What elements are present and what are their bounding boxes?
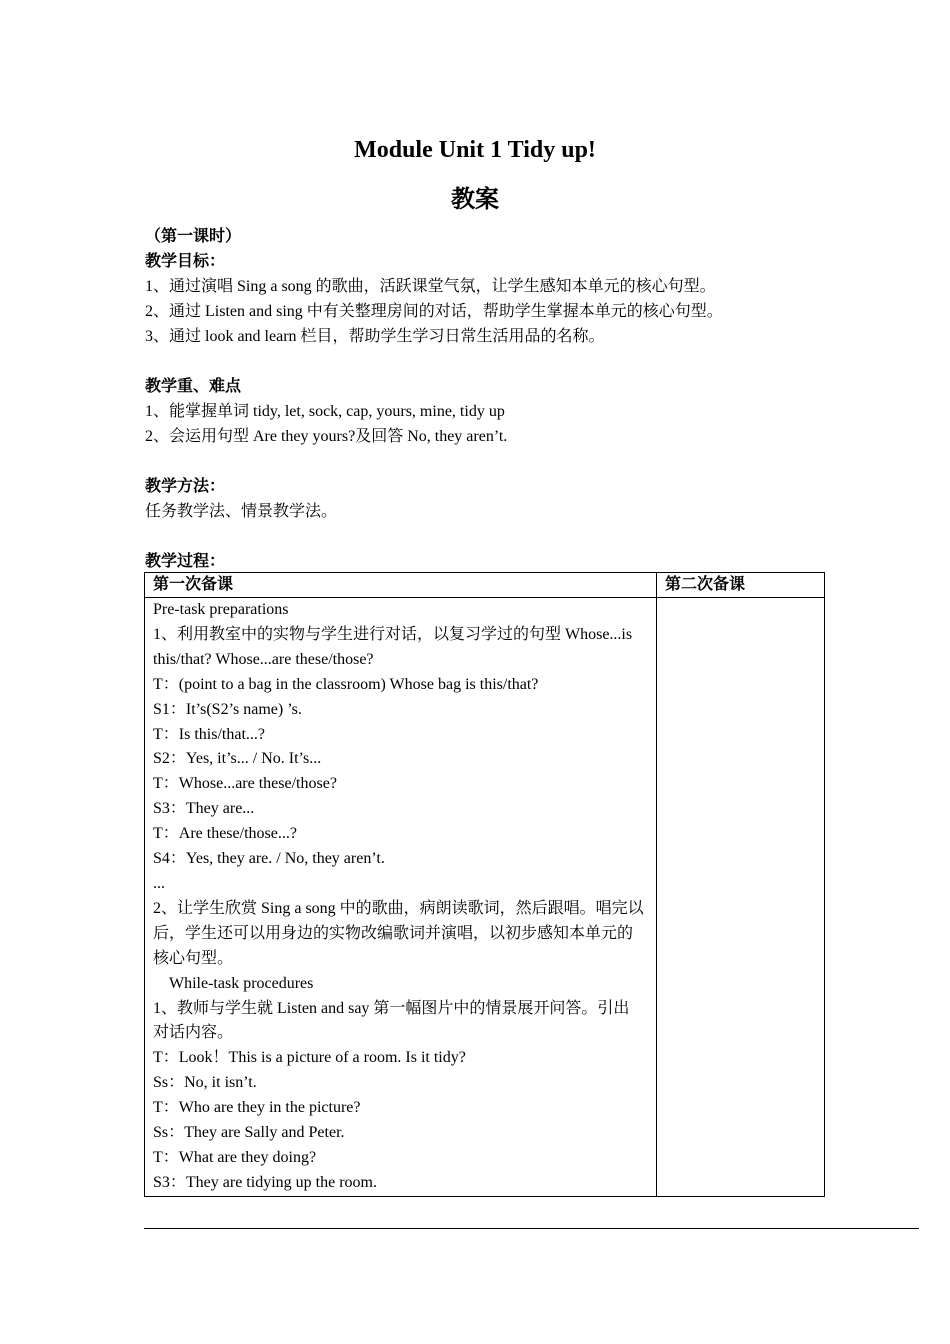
process-line: 对话内容。 — [153, 1024, 234, 1042]
first-preparation-header: 第一次备课 — [145, 573, 657, 598]
process-line: 后，学生还可以用身边的实物改编歌词并演唱，以初步感知本单元的 — [153, 924, 634, 942]
process-line: T：Look！This is a picture of a room. Is it tidy? — [153, 1049, 466, 1067]
process-line: Ss：They are Sally and Peter. — [153, 1124, 345, 1142]
process-line: 核心句型。 — [153, 949, 234, 967]
process-table — [144, 572, 825, 1197]
process-line: T：What are they doing? — [153, 1148, 317, 1166]
process-line: S3：They are... — [153, 800, 255, 818]
methods-heading: 教学方法： — [145, 478, 226, 495]
process-line: 2、让学生欣赏 Sing a song 中的歌曲，病朗读歌词，然后跟唱。唱完以 — [153, 899, 644, 917]
title-en: Module Unit 1 Tidy up! — [354, 137, 596, 163]
process-line: T：Whose...are these/those? — [153, 775, 337, 793]
document-body — [145, 224, 845, 574]
process-line: Ss：No, it isn’t. — [153, 1074, 257, 1092]
objective-item: 2、通过 Listen and sing 中有关整理房间的对话，帮助学生掌握本单元的核心句型。 — [145, 303, 723, 320]
process-heading: 教学过程： — [145, 553, 226, 570]
process-line: T：Are these/those...? — [153, 825, 297, 843]
process-line: T：Is this/that...? — [153, 725, 265, 743]
process-table-header — [145, 573, 825, 598]
process-line: ... — [153, 874, 165, 892]
process-line: S3：They are tidying up the room. — [153, 1173, 377, 1191]
process-line: S4：Yes, they are. / No, they aren’t. — [153, 850, 385, 868]
objectives-heading: 教学目标： — [145, 253, 226, 270]
key-points-heading: 教学重、难点 — [145, 378, 242, 395]
second-preparation-header: 第二次备课 — [657, 573, 825, 598]
process-line: S2：Yes, it’s... / No. It’s... — [153, 750, 322, 768]
process-line: Pre-task preparations — [153, 601, 289, 618]
objective-item: 3、通过 look and learn 栏目，帮助学生学习日常生活用品的名称。 — [145, 328, 605, 345]
methods-text: 任务教学法、情景教学法。 — [145, 503, 338, 520]
key-point-item: 2、会运用句型 Are they yours?及回答 No, they aren’t. — [145, 428, 508, 445]
process-line: S1：It’s(S2’s name) ’s. — [153, 700, 302, 718]
process-table-row — [145, 598, 825, 1197]
key-point-item: 1、能掌握单词 tidy, let, sock, cap, yours, mine, tidy up — [145, 403, 505, 420]
footer-divider — [144, 1228, 919, 1229]
process-line: While-task procedures — [169, 974, 314, 992]
title-cn: 教案 — [451, 187, 499, 213]
process-line: this/that? Whose...are these/those? — [153, 650, 374, 668]
objective-item: 1、通过演唱 Sing a song 的歌曲，活跃课堂气氛，让学生感知本单元的核心句型。 — [145, 278, 716, 295]
process-line: T：Who are they in the picture? — [153, 1099, 361, 1117]
process-line: T：(point to a bag in the classroom) Whose bag is this/that? — [153, 675, 539, 693]
second-preparation-content — [657, 598, 825, 1197]
first-preparation-content — [145, 598, 657, 1197]
lesson-label: （第一课时） — [145, 228, 242, 245]
process-line: 1、教师与学生就 Listen and say 第一幅图片中的情景展开问答。引出 — [153, 999, 630, 1017]
process-line: 1、利用教室中的实物与学生进行对话，以复习学过的句型 Whose...is — [153, 625, 633, 643]
